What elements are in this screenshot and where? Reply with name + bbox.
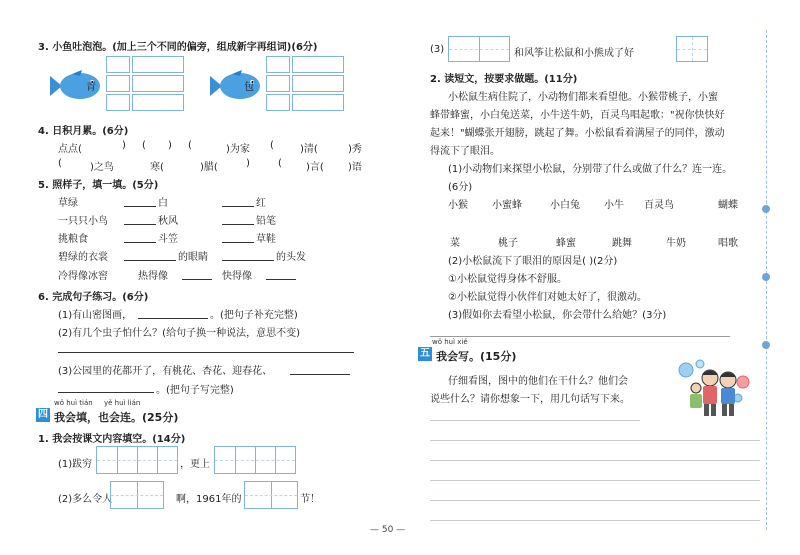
q5-r4-c: 的头发 [276,252,306,263]
blank-line[interactable] [222,260,274,261]
answer-box[interactable] [292,56,344,73]
sec4-pinyin-2: yě huì lián [104,399,141,407]
sec4-pinyin-1: wǒ huì tián [54,399,93,407]
q4-row1-h: )清( [300,144,318,155]
q6-s2: (2)有几个虫子怕什么？(给句子换一种说法，意思不变) [58,328,300,339]
writing-line[interactable] [430,420,640,421]
gift-label[interactable]: 菜 [450,238,460,249]
q2-p3: 起来！"蝴蝶张开翅膀，跳起了舞。小松鼠看着满屋子的同伴，激动 [430,128,725,139]
q4-row1-c: ( [142,140,146,151]
animal-label[interactable]: 小牛 [604,200,624,211]
children-illustration [650,358,760,418]
sec4-q1: 1. 我会按课文内容填空。(14分) [38,434,186,445]
blank-line[interactable] [138,318,208,319]
fish1-char: 青 [86,82,96,93]
q6-s3a: (3)公园里的花都开了，有桃花、杏花、迎春花、 [58,366,273,377]
blank-line[interactable] [124,260,176,261]
blank-line[interactable] [222,242,254,243]
answer-box[interactable] [132,94,184,111]
q4-row2-h: )语 [348,162,362,173]
blank-line[interactable] [222,224,254,225]
q2-sub3: (3)假如你去看望小松鼠，你会带什么给她？(3分) [448,310,667,321]
q5-r3-b: 斗笠 [158,234,178,245]
q2-sub1: (1)小动物们来探望小松鼠，分别带了什么或做了什么？连一连。 [448,164,733,175]
char-grid[interactable] [676,36,708,62]
q4-row1-a: 点点( [58,144,82,155]
q4-row2-f: ( [278,158,282,169]
q4-row2-d: )腊( [200,162,218,173]
q5-r1-a: 草绿 [58,198,78,209]
blank-line[interactable] [124,206,156,207]
answer-box[interactable] [106,75,130,92]
q2-title: 2. 读短文，按要求做题。(11分) [430,74,578,85]
q2-sub2: (2)小松鼠流下了眼泪的原因是( )(2分) [448,256,618,267]
q5-r2-b: 秋风 [158,216,178,227]
q6-s1b: 。(把句子补充完整) [210,310,298,321]
blank-line[interactable] [222,206,254,207]
q3-title: 3. 小鱼吐泡泡。(加上三个不同的偏旁，组成新字再组词)(6分) [38,42,318,53]
answer-box[interactable] [266,94,290,111]
gift-label[interactable]: 蜂蜜 [556,238,576,249]
q2-p1: 小松鼠生病住院了，小动物们都来看望他。小猴带桃子，小蜜 [448,92,718,103]
answer-box[interactable] [132,75,184,92]
blank-line[interactable] [290,374,350,375]
q4-row2-c: 寒( [150,162,164,173]
sec4-l2a: (2)多么令人 [58,494,113,505]
q4-row2-e: ) [246,158,250,169]
q4-row1-i: )秀 [348,144,362,155]
q4-row1-e: ( [188,140,192,151]
q6-s1a: (1)有山密图画， [58,310,133,321]
q6-s3b: 。(把句子写完整) [156,385,234,396]
q3-cont-prefix: (3) [430,44,445,55]
answer-box[interactable] [292,94,344,111]
fish-icon [208,70,263,102]
animal-label[interactable]: 小猴 [448,200,468,211]
answer-box[interactable] [106,94,130,111]
writing-line[interactable] [430,460,760,461]
gift-label[interactable]: 唱歌 [718,238,738,249]
answer-box[interactable] [292,75,344,92]
char-grid[interactable] [96,446,178,474]
blank-line[interactable] [58,392,154,393]
q5-r1-b: 白 [158,198,168,209]
animal-label[interactable]: 百灵鸟 [644,200,674,211]
binding-hole [762,341,770,349]
binding-hole [762,273,770,281]
q5-r4-b: 的眼睛 [178,252,208,263]
q5-title: 5. 照样子，填一填。(5分) [38,180,159,191]
sec5-pinyin: wǒ huì xiě [432,338,468,346]
q5-r2-c: 铅笔 [256,216,276,227]
blank-line[interactable] [124,224,156,225]
sec4-l2b: 啊，1961年的 [176,494,242,505]
q5-r5-c: 快得像 [222,271,252,282]
gift-label[interactable]: 桃子 [498,238,518,249]
q6-title: 6. 完成句子练习。(6分) [38,292,149,303]
q4-row1-b: ) [122,140,126,151]
q2-optA: ①小松鼠觉得身体不舒服。 [448,274,567,285]
q5-r5-b: 热得像 [138,271,168,282]
answer-line[interactable] [58,352,354,353]
answer-box[interactable] [266,75,290,92]
section-badge: 五 [420,348,430,359]
animal-label[interactable]: 蝴蝶 [718,200,738,211]
q5-r4-a: 碧绿的衣裳 [58,252,108,263]
writing-line[interactable] [430,480,760,481]
char-grid[interactable] [448,36,510,62]
sec4-l1a: (1)跋穷 [58,459,93,470]
q2-p4: 得流下了眼泪。 [430,146,500,157]
writing-line[interactable] [430,500,760,501]
char-grid[interactable] [214,446,296,474]
blank-line[interactable] [182,279,212,280]
q4-row1-d: ) [168,140,172,151]
gift-label[interactable]: 牛奶 [666,238,686,249]
q4-row1-f: )为家 [226,144,250,155]
animal-label[interactable]: 小蜜蜂 [492,200,522,211]
char-grid[interactable] [244,481,298,509]
page-number: — 50 — [370,525,406,535]
sec4-l2c: 节！ [300,494,320,505]
q4-row2-g: )言( [306,162,324,173]
sec4-l1b: ，更上 [180,459,210,470]
animal-label[interactable]: 小白兔 [550,200,580,211]
binding-hole [762,205,770,213]
q5-r1-c: 红 [256,198,266,209]
q5-r3-a: 挑粮食 [58,234,88,245]
answer-line[interactable] [430,336,730,337]
q3-cont-mid: 和风筝让松鼠和小熊成了好 [514,48,634,59]
q5-r5-a: 冷得像冰窖 [58,271,108,282]
sec5-t2: 说些什么？请你想象一下，用几句话写下来。 [430,394,630,405]
fish2-char: 包 [244,82,254,93]
q2-sub1b: (6分) [448,182,473,193]
gift-label[interactable]: 跳舞 [612,238,632,249]
q4-row2-a: ( [58,158,62,169]
sec5-title: 我会写。(15分) [436,350,517,363]
q5-r2-a: 一只只小鸟 [58,216,108,227]
blank-line[interactable] [266,279,296,280]
q4-title: 4. 日积月累。(6分) [38,126,129,137]
writing-line[interactable] [430,520,760,521]
q4-row1-g: ( [270,140,274,151]
char-grid[interactable] [110,481,164,509]
sec4-title: 我会填，也会连。(25分) [54,411,179,424]
writing-line[interactable] [430,440,760,441]
answer-box[interactable] [106,56,130,73]
blank-line[interactable] [124,242,156,243]
q2-p2: 蜂带蜂蜜，小白兔送菜，小牛送牛奶，百灵鸟唱起歌："祝你快快好 [430,110,725,121]
q5-r3-c: 草鞋 [256,234,276,245]
q2-optB: ②小松鼠觉得小伙伴们对她太好了，很激动。 [448,292,647,303]
answer-box[interactable] [266,56,290,73]
answer-box[interactable] [132,56,184,73]
q4-row2-b: )之鸟 [90,162,114,173]
section-badge: 四 [38,409,48,420]
sec5-t1: 仔细看图，图中的他们在干什么？他们会 [448,376,628,387]
